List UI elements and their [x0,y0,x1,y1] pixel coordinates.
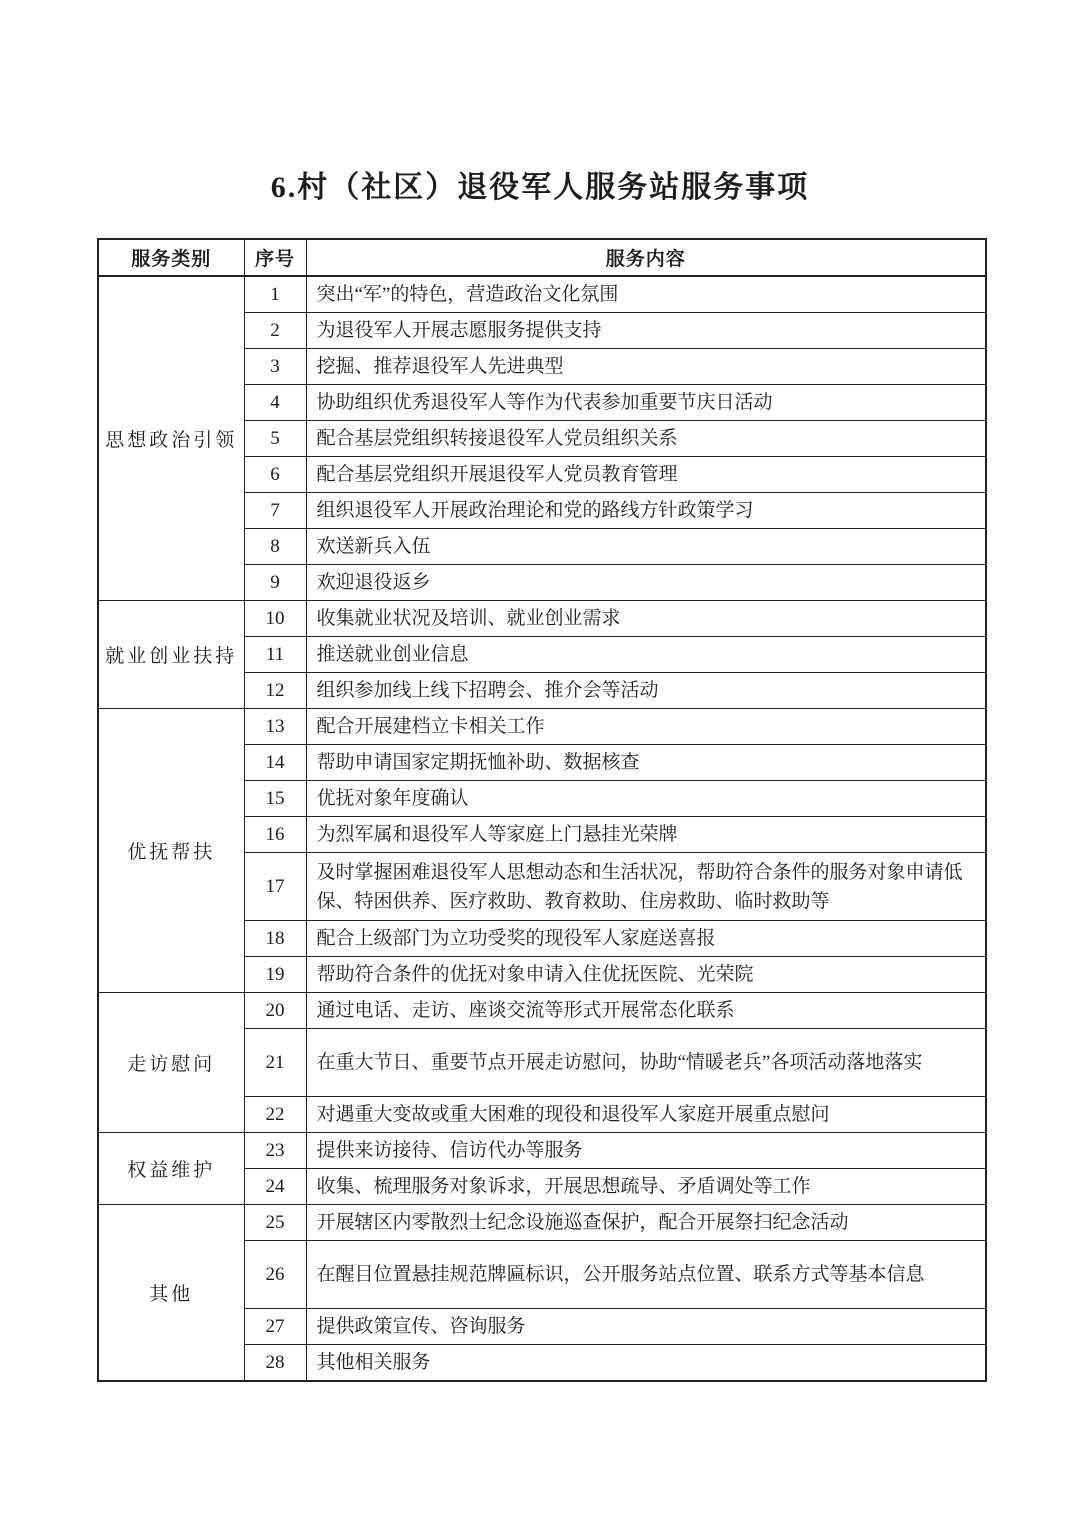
row-content-cell: 推送就业创业信息 [306,637,986,673]
row-content-cell: 开展辖区内零散烈士纪念设施巡查保护，配合开展祭扫纪念活动 [306,1205,986,1241]
table-row [98,1205,986,1241]
row-content-cell: 配合基层党组织转接退役军人党员组织关系 [306,421,986,457]
row-content-cell: 为烈军属和退役军人等家庭上门悬挂光荣牌 [306,817,986,853]
table-row [98,601,986,637]
row-content-cell: 在重大节日、重要节点开展走访慰问，协助“情暖老兵”各项活动落地落实 [306,1029,986,1097]
column-header-category: 服务类别 [98,239,244,276]
row-content-cell: 及时掌握困难退役军人思想动态和生活状况，帮助符合条件的服务对象申请低保、特困供养、医疗救助、教育救助、住房救助、临时救助等 [306,853,986,921]
row-number-cell: 5 [244,421,306,457]
header-row [98,239,986,276]
table-body [98,276,986,1381]
row-content-cell: 在醒目位置悬挂规范牌匾标识，公开服务站点位置、联系方式等基本信息 [306,1241,986,1309]
column-header-number: 序号 [244,239,306,276]
row-content-cell: 帮助符合条件的优抚对象申请入住优抚医院、光荣院 [306,957,986,993]
row-number-cell: 14 [244,745,306,781]
row-number-cell: 8 [244,529,306,565]
page-title: 6.村（社区）退役军人服务站服务事项 [270,171,810,204]
row-number-cell: 4 [244,385,306,421]
row-number-cell: 28 [244,1345,306,1382]
row-number-cell: 16 [244,817,306,853]
row-number-cell: 1 [244,276,306,313]
row-content-cell: 突出“军”的特色，营造政治文化氛围 [306,276,986,313]
category-cell: 思想政治引领 [98,276,244,601]
row-content-cell: 提供政策宣传、咨询服务 [306,1309,986,1345]
row-content-cell: 对遇重大变故或重大困难的现役和退役军人家庭开展重点慰问 [306,1097,986,1133]
row-content-cell: 配合上级部门为立功受奖的现役军人家庭送喜报 [306,921,986,957]
row-content-cell: 组织退役军人开展政治理论和党的路线方针政策学习 [306,493,986,529]
category-cell: 就业创业扶持 [98,601,244,709]
category-cell: 权益维护 [98,1133,244,1205]
row-number-cell: 6 [244,457,306,493]
row-number-cell: 27 [244,1309,306,1345]
row-content-cell: 挖掘、推荐退役军人先进典型 [306,349,986,385]
row-content-cell: 配合开展建档立卡相关工作 [306,709,986,745]
row-number-cell: 26 [244,1241,306,1309]
row-content-cell: 优抚对象年度确认 [306,781,986,817]
row-number-cell: 19 [244,957,306,993]
row-content-cell: 组织参加线上线下招聘会、推介会等活动 [306,673,986,709]
row-number-cell: 18 [244,921,306,957]
row-number-cell: 11 [244,637,306,673]
column-header-content: 服务内容 [306,239,986,276]
row-number-cell: 13 [244,709,306,745]
row-number-cell: 9 [244,565,306,601]
row-number-cell: 21 [244,1029,306,1097]
row-number-cell: 10 [244,601,306,637]
row-content-cell: 收集就业状况及培训、就业创业需求 [306,601,986,637]
row-content-cell: 协助组织优秀退役军人等作为代表参加重要节庆日活动 [306,385,986,421]
row-content-cell: 其他相关服务 [306,1345,986,1382]
row-content-cell: 配合基层党组织开展退役军人党员教育管理 [306,457,986,493]
row-content-cell: 帮助申请国家定期抚恤补助、数据核查 [306,745,986,781]
row-number-cell: 23 [244,1133,306,1169]
table-row [98,993,986,1029]
row-content-cell: 欢迎退役返乡 [306,565,986,601]
row-number-cell: 22 [244,1097,306,1133]
row-number-cell: 12 [244,673,306,709]
row-number-cell: 24 [244,1169,306,1205]
row-number-cell: 2 [244,313,306,349]
row-number-cell: 20 [244,993,306,1029]
row-number-cell: 17 [244,853,306,921]
row-number-cell: 15 [244,781,306,817]
table-row [98,1133,986,1169]
row-content-cell: 欢送新兵入伍 [306,529,986,565]
category-cell: 其他 [98,1205,244,1382]
table-header [98,239,986,276]
row-content-cell: 为退役军人开展志愿服务提供支持 [306,313,986,349]
service-items-table [97,238,987,1382]
row-content-cell: 通过电话、走访、座谈交流等形式开展常态化联系 [306,993,986,1029]
category-cell: 走访慰问 [98,993,244,1133]
row-number-cell: 25 [244,1205,306,1241]
table-row [98,276,986,313]
row-number-cell: 3 [244,349,306,385]
row-content-cell: 收集、梳理服务对象诉求，开展思想疏导、矛盾调处等工作 [306,1169,986,1205]
row-content-cell: 提供来访接待、信访代办等服务 [306,1133,986,1169]
row-number-cell: 7 [244,493,306,529]
table-row [98,709,986,745]
category-cell: 优抚帮扶 [98,709,244,993]
